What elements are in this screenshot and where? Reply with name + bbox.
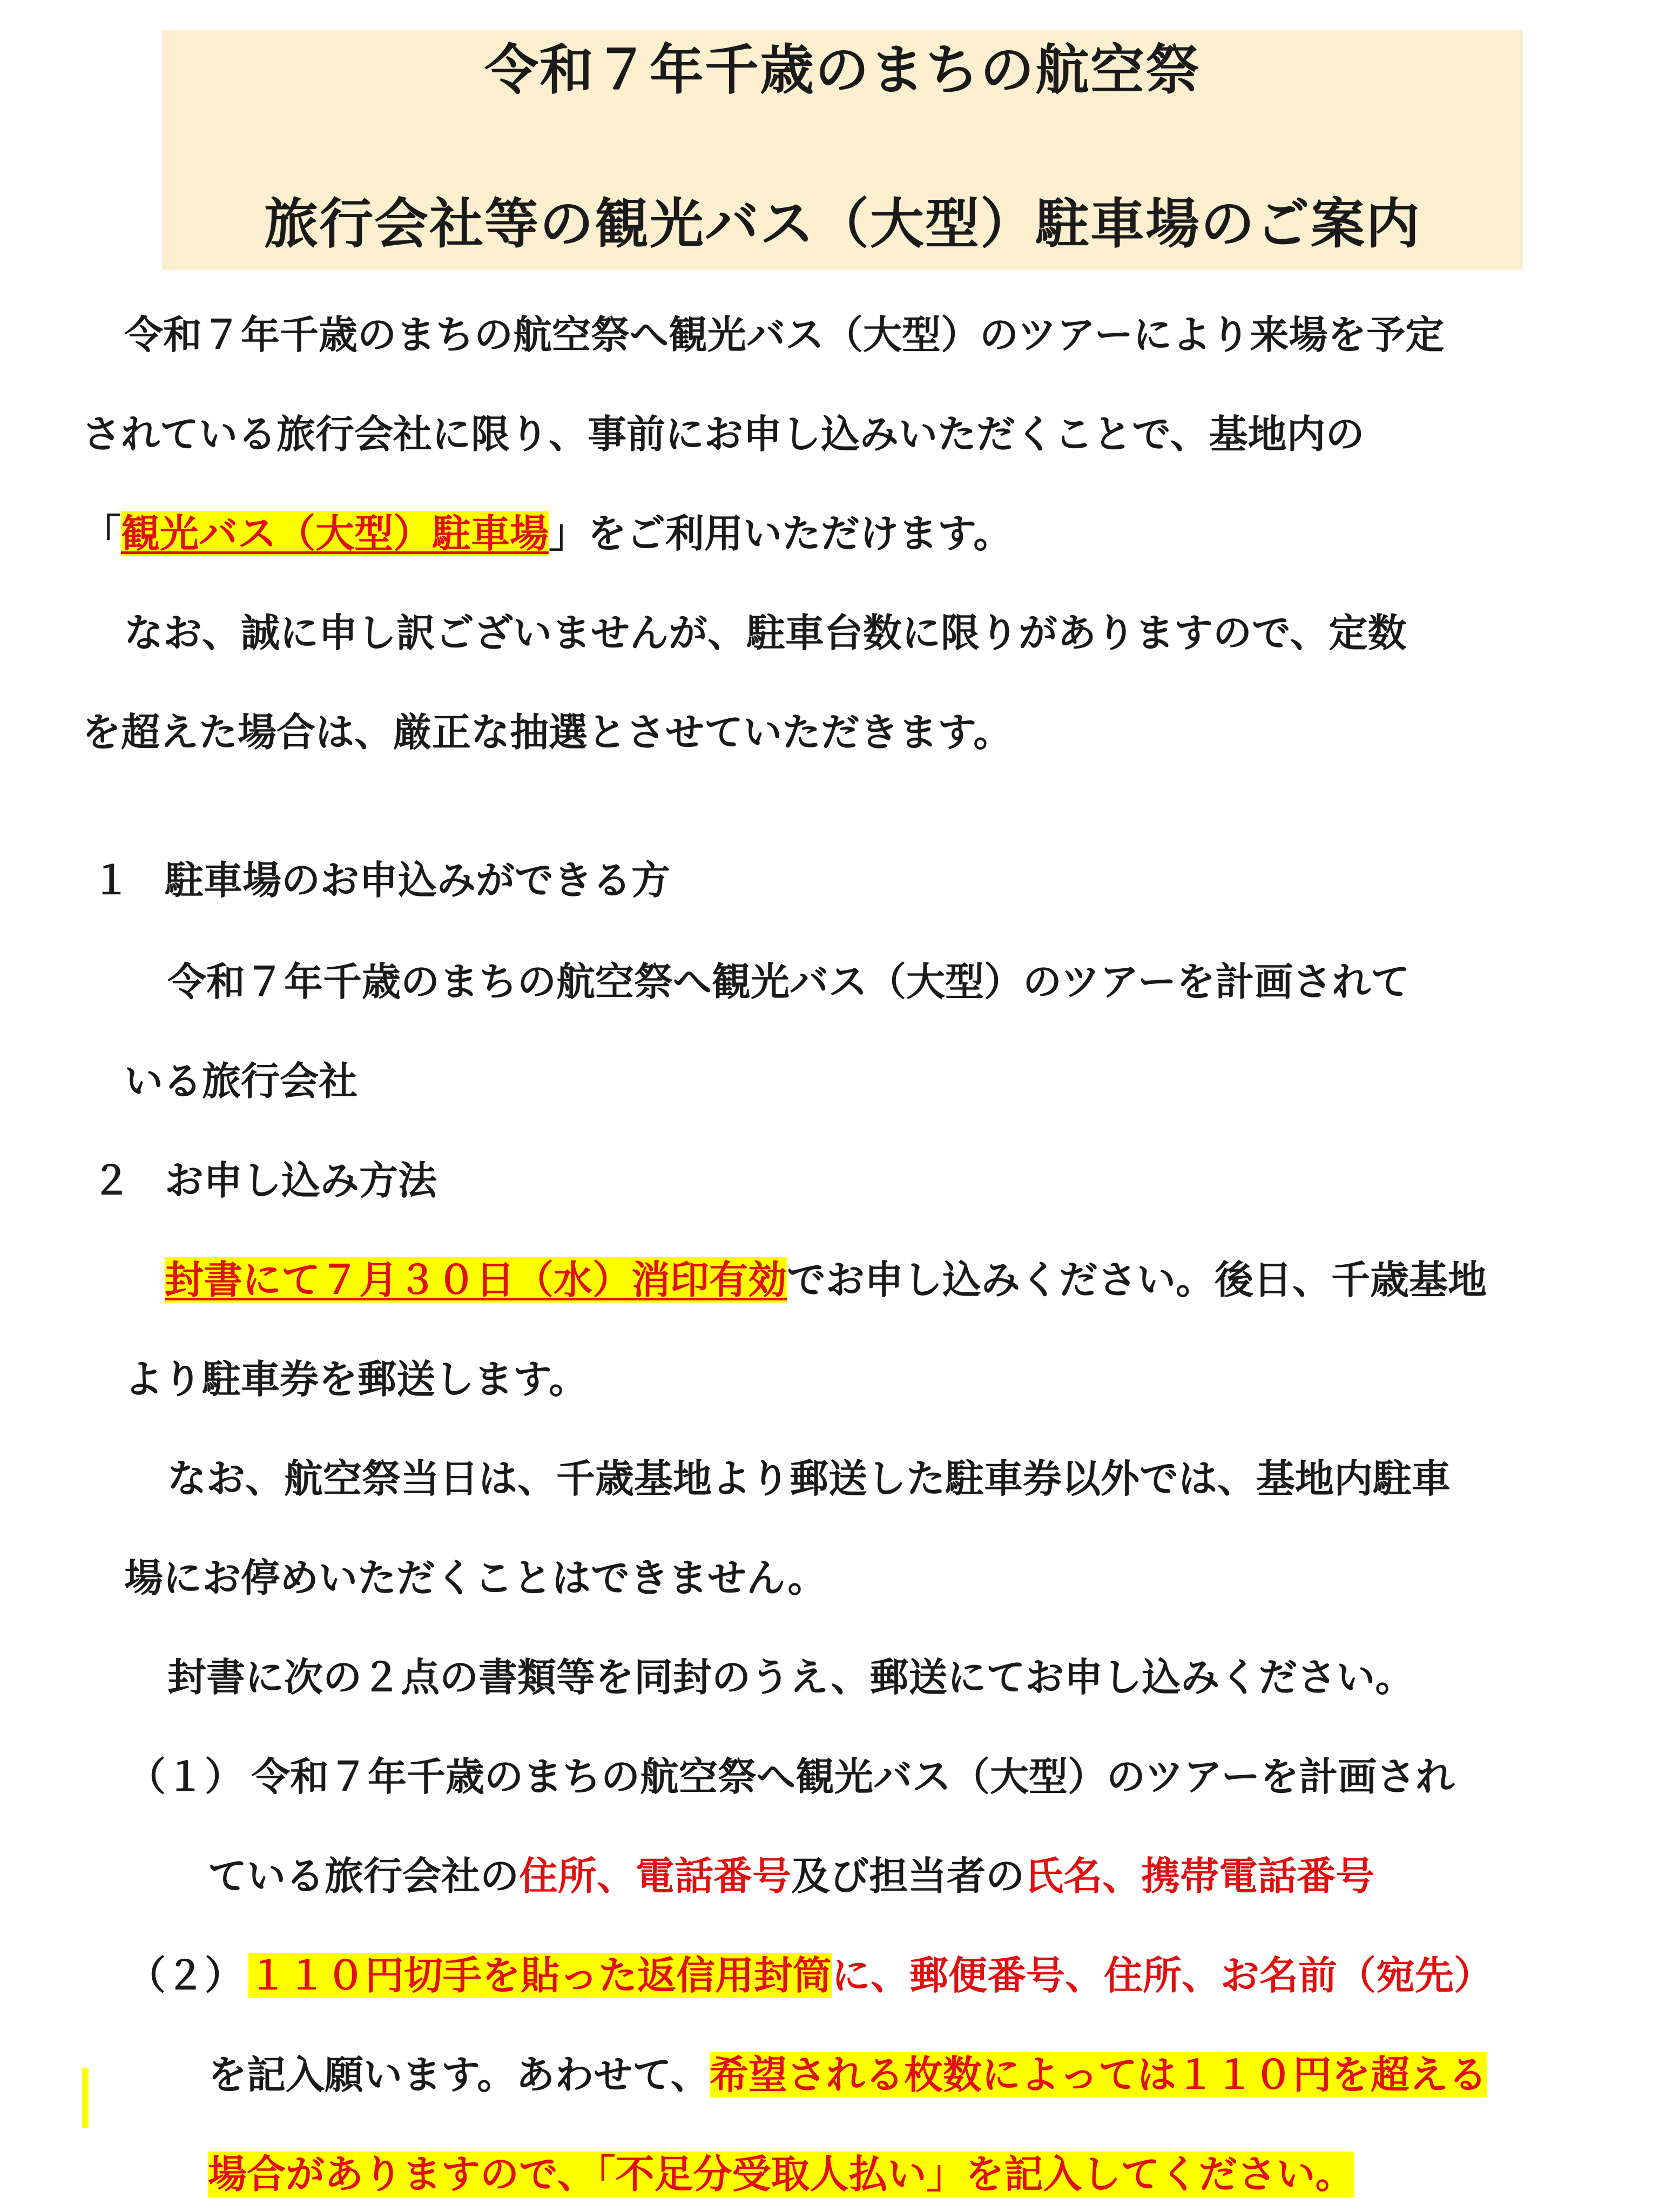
intro-line-5: を超えた場合は、厳正な抽選とさせていただきます。 xyxy=(82,710,1013,755)
section-2-para-1: 封書にて７月３０日（水）消印有効でお申し込みください。後日、千歳基地 xyxy=(165,1257,1487,1303)
return-envelope-emphasis: １１０円切手を貼った返信用封筒 xyxy=(248,1953,832,1998)
section-2-para-1-line-2: より駐車券を郵送します。 xyxy=(124,1357,588,1402)
section-2-number: ２ xyxy=(92,1158,131,1203)
item-1-line-1: 令和７年千歳のまちの航空祭へ観光バス（大型）のツアーを計画され xyxy=(251,1754,1455,1799)
section-1-number: １ xyxy=(92,858,131,903)
section-2-heading: お申し込み方法 xyxy=(165,1158,437,1203)
section-2-para-2-line-1: なお、航空祭当日は、千歳基地より郵送した駐車券以外では、基地内駐車 xyxy=(167,1456,1451,1501)
item-2-line-3: 場合がありますので、「不足分受取人払い」を記入してください。 xyxy=(208,2152,1354,2197)
section-1-line-2: いる旅行会社 xyxy=(124,1058,358,1104)
item-2-line-2: を記入願います。あわせて、希望される枚数によっては１１０円を超える xyxy=(208,2052,1487,2098)
section-2-para-3: 封書に次の２点の書類等を同封のうえ、郵送にてお申し込みください。 xyxy=(167,1655,1414,1700)
title-sub: 旅行会社等の観光バス（大型）駐車場のご案内 xyxy=(264,192,1421,255)
section-2-para-2-line-2: 場にお停めいただくことはできません。 xyxy=(124,1555,827,1601)
intro-line-4: なお、誠に申し訳ございませんが、駐車台数に限りがありますので、定数 xyxy=(124,610,1407,656)
section-1-line-1: 令和７年千歳のまちの航空祭へ観光バス（大型）のツアーを計画されて xyxy=(167,959,1410,1004)
intro-line-1: 令和７年千歳のまちの航空祭へ観光バス（大型）のツアーにより来場を予定 xyxy=(124,312,1445,358)
item-1-marker: （１） xyxy=(127,1754,244,1799)
intro-line-2: されている旅行会社に限り、事前にお申し込みいただくことで、基地内の xyxy=(82,412,1365,457)
item-2-line-1: １１０円切手を貼った返信用封筒に、郵便番号、住所、お名前（宛先） xyxy=(248,1953,1493,1998)
item-2-marker: （２） xyxy=(127,1953,244,1998)
item-1-line-2: ている旅行会社の住所、電話番号及び担当者の氏名、携帯電話番号 xyxy=(208,1853,1375,1899)
section-1-heading: 駐車場のお申込みができる方 xyxy=(165,858,671,903)
bus-parking-emphasis: 観光バス（大型）駐車場 xyxy=(121,511,549,556)
deadline-emphasis: 封書にて７月３０日（水）消印有効 xyxy=(165,1257,787,1303)
highlight-marker xyxy=(82,2068,89,2128)
title-main: 令和７年千歳のまちの航空祭 xyxy=(484,38,1201,102)
intro-line-3: 「観光バス（大型）駐車場」をご利用いただけます。 xyxy=(82,511,1013,556)
